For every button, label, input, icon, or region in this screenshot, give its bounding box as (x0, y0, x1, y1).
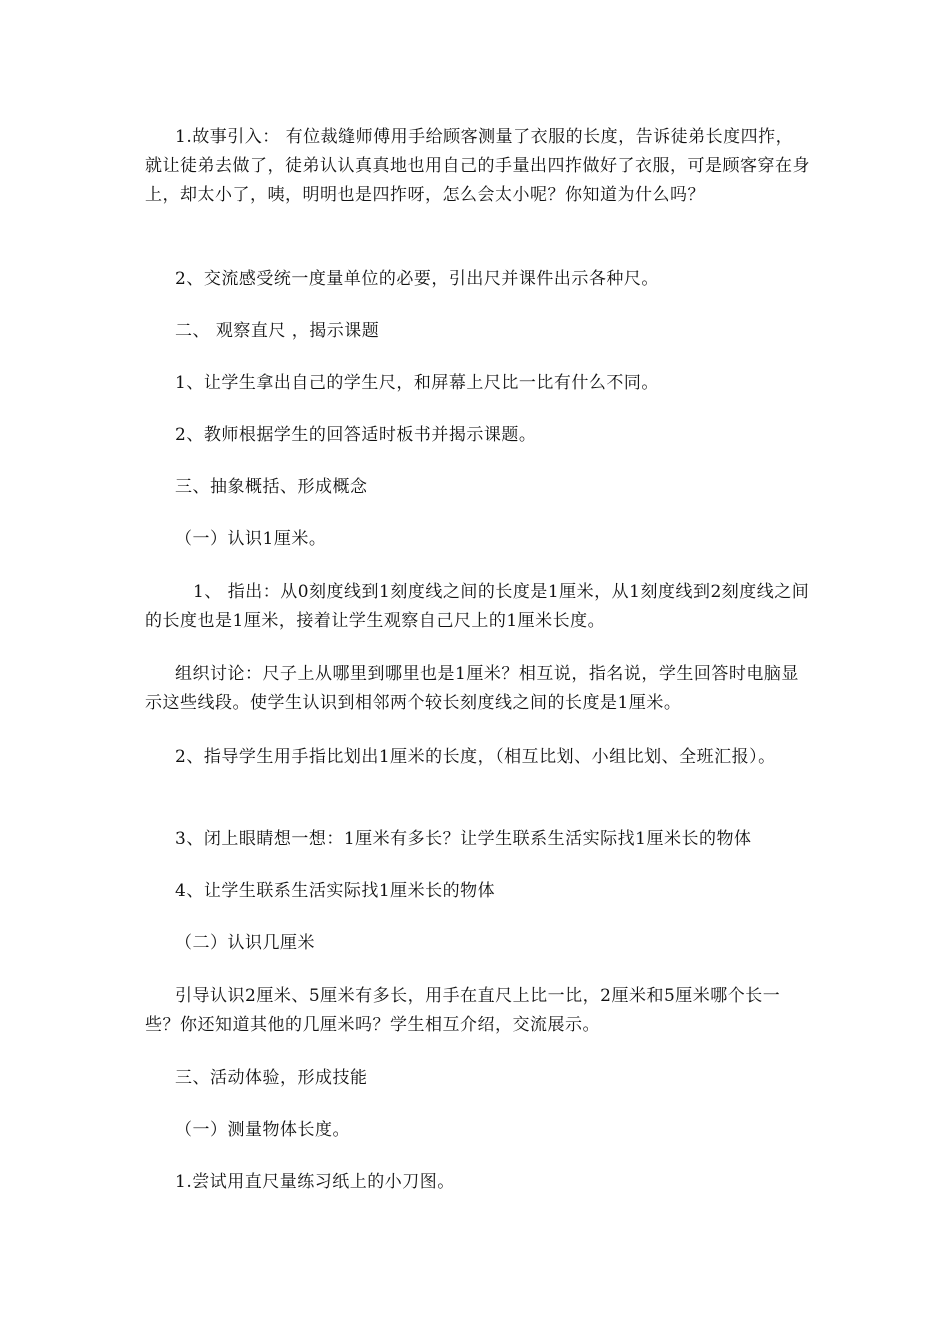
heading-observe-ruler: 二、 观察直尺 ，揭示课题 (175, 321, 380, 341)
paragraph-discussion: 组织讨论：尺子上从哪里到哪里也是1厘米？相互说，指名说，学生回答时电脑显示这些线段。使学生认识到相邻两个较长刻度线之间的长度是1厘米。 (145, 664, 799, 713)
subheading-know-several-cm: （二）认识几厘米 (175, 933, 315, 953)
paragraph-reveal-topic: 2、教师根据学生的回答适时板书并揭示课题。 (175, 425, 537, 445)
heading-activity-experience: 三、活动体验，形成技能 (175, 1068, 368, 1088)
paragraph-compare-ruler: 1、让学生拿出自己的学生尺，和屏幕上尺比一比有什么不同。 (175, 373, 659, 393)
paragraph-close-eyes: 3、闭上眼睛想一想：1厘米有多长？让学生联系生活实际找1厘米长的物体 (175, 829, 752, 849)
paragraph-story-intro: 1.故事引入： 有位裁缝师傅用手给顾客测量了衣服的长度，告诉徒弟长度四拃，就让徒弟去做了，徒弟认认真真地也用自己的手量出四拃做好了衣服，可是顾客穿在身上，却太小了，咦，明明也是四拃呀，怎么会太小呢？你知道为什么吗？ (145, 127, 810, 205)
paragraph-finger-gesture: 2、指导学生用手指比划出1厘米的长度，（相互比划、小组比划、全班汇报）。 (175, 747, 776, 767)
paragraph-point-out: 1、 指出：从0刻度线到1刻度线之间的长度是1厘米，从1刻度线到2刻度线之间的长度也是1厘米，接着让学生观察自己尺上的1厘米长度。 (145, 582, 810, 631)
paragraph-try-measure: 1.尝试用直尺量练习纸上的小刀图。 (175, 1172, 455, 1192)
subheading-know-1cm: （一）认识1厘米。 (175, 529, 327, 549)
paragraph-guide-2-5cm: 引导认识2厘米、5厘米有多长，用手在直尺上比一比，2厘米和5厘米哪个长一些？你还知道其他的几厘米吗？学生相互介绍，交流展示。 (145, 986, 781, 1035)
heading-abstract-concept: 三、抽象概括、形成概念 (175, 477, 368, 497)
subheading-measure-length: （一）测量物体长度。 (175, 1120, 350, 1140)
paragraph-find-objects: 4、让学生联系生活实际找1厘米长的物体 (175, 881, 496, 901)
paragraph-unit-necessity: 2、交流感受统一度量单位的必要，引出尺并课件出示各种尺。 (175, 269, 659, 289)
